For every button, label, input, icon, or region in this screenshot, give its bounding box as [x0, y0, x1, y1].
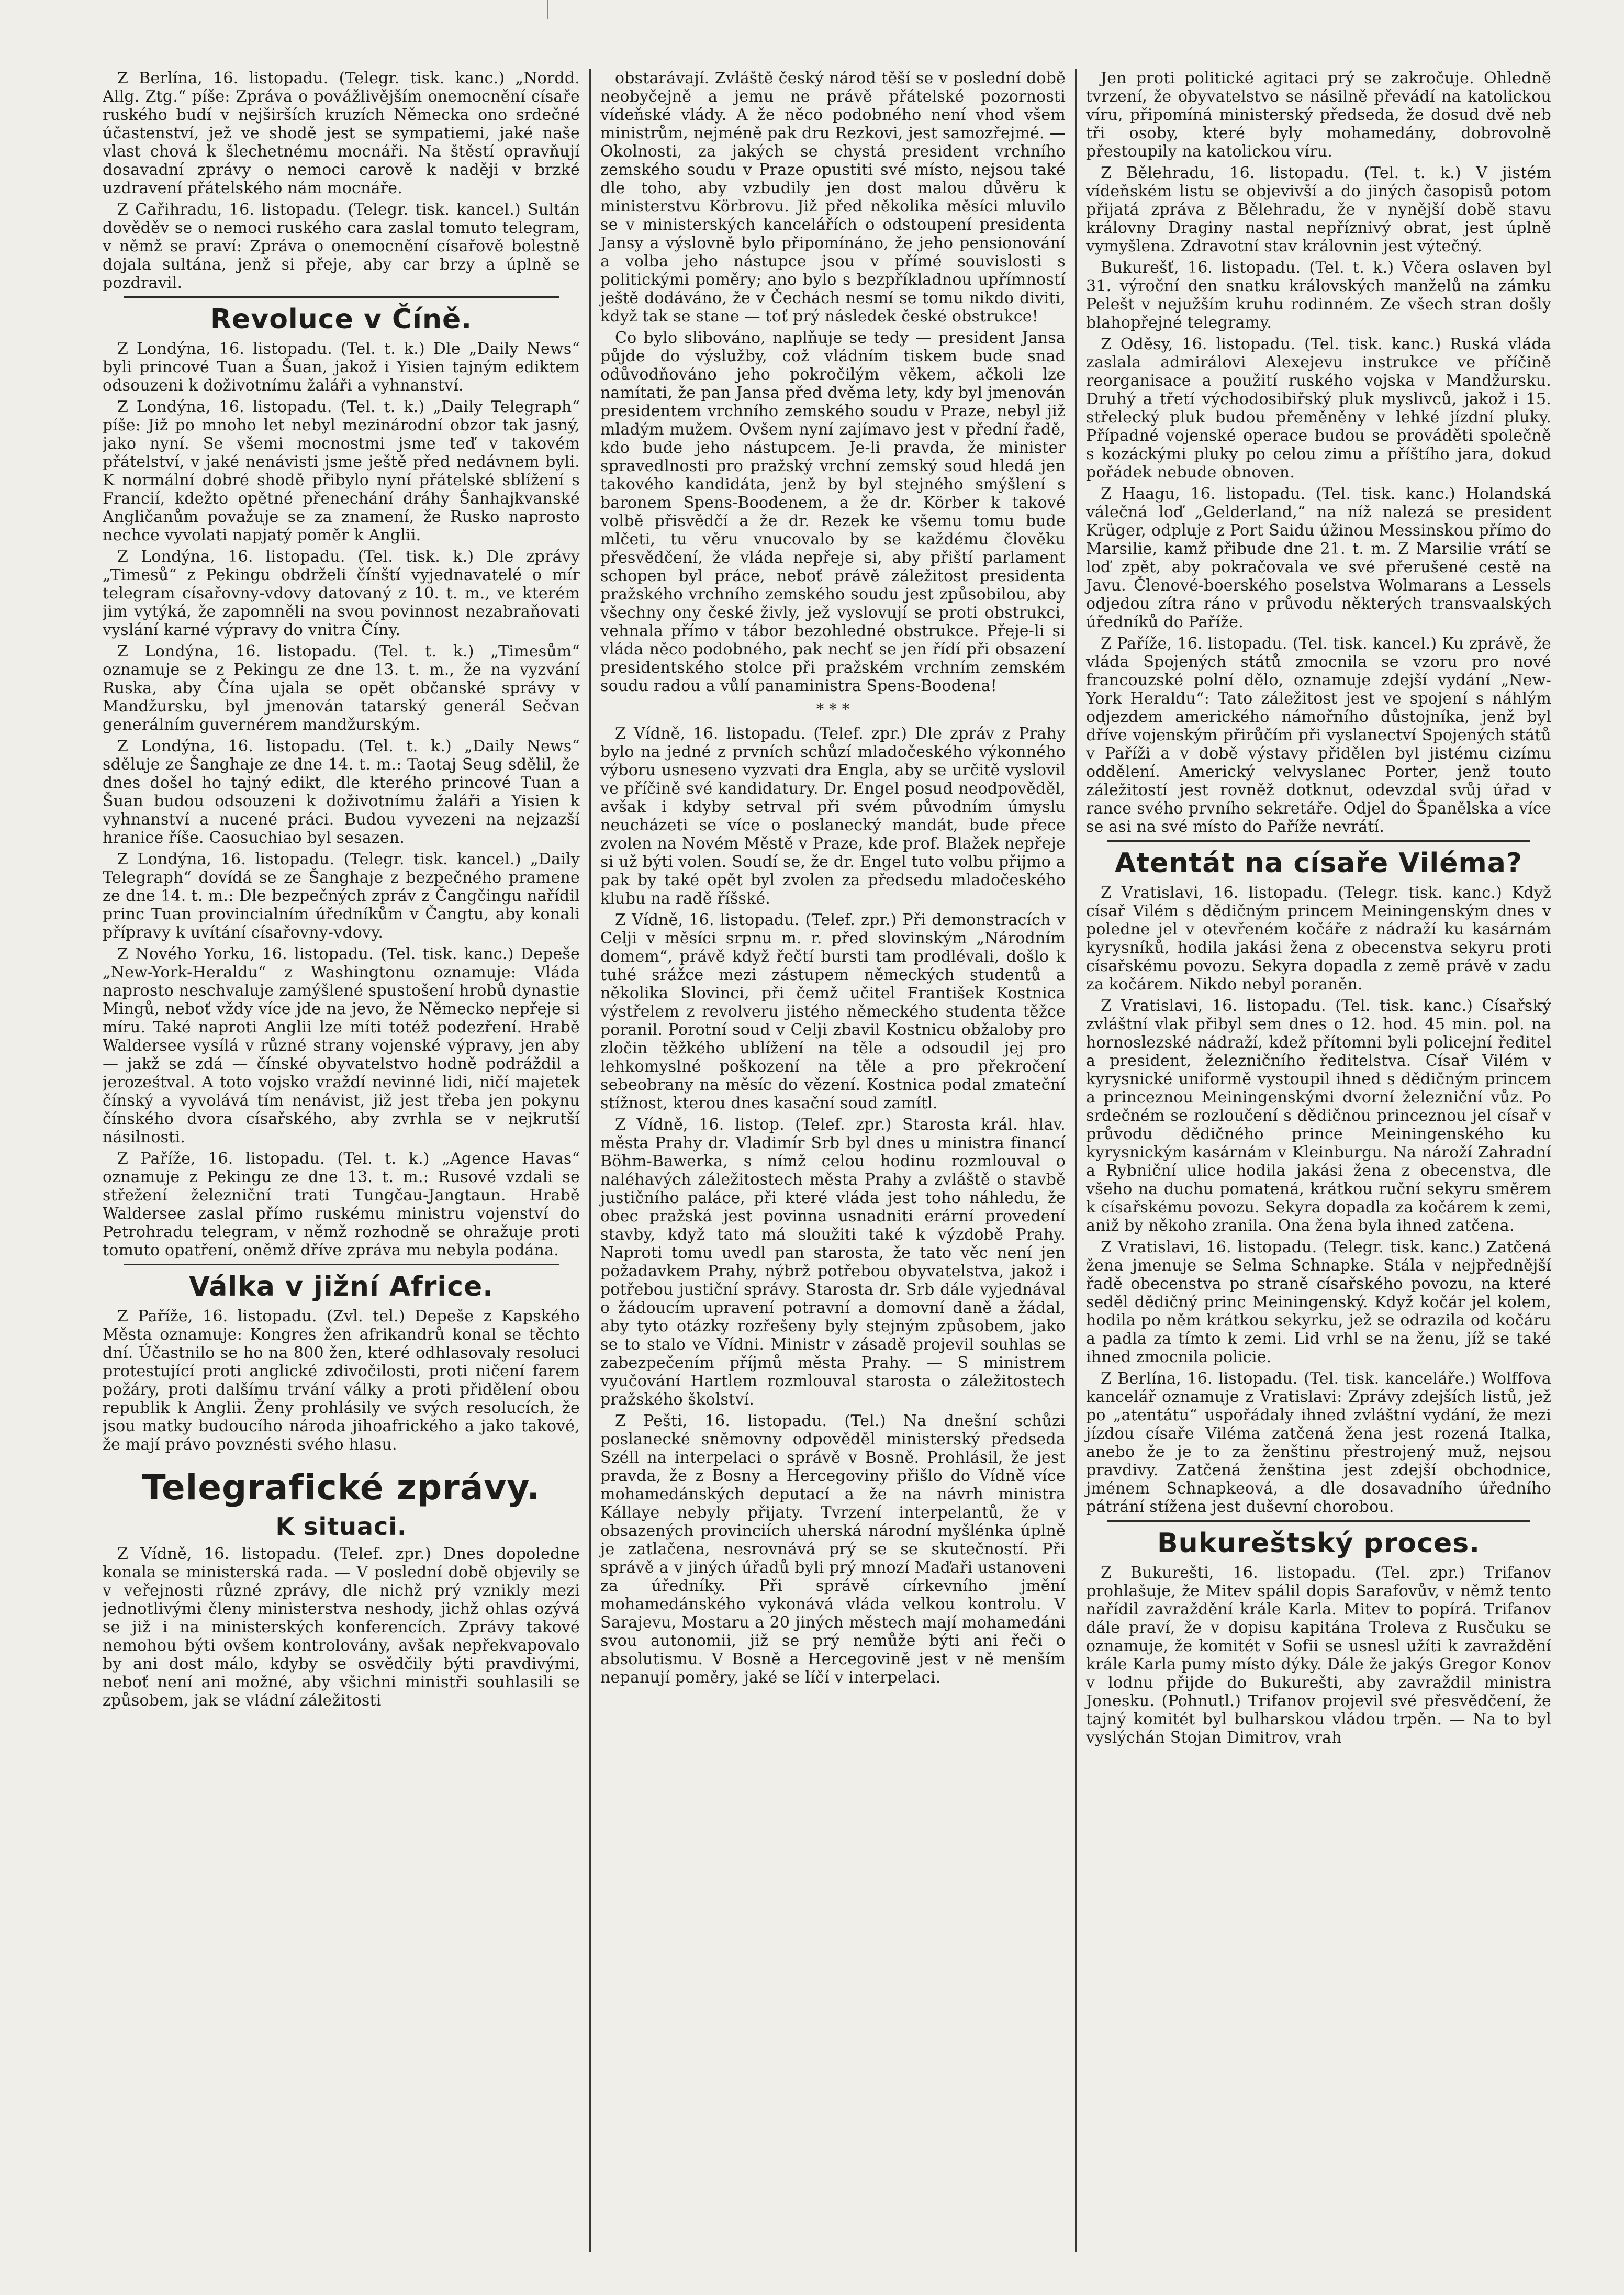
section-rule [124, 296, 559, 298]
column-middle [589, 69, 1075, 2252]
section-heading: Revoluce v Číně. [210, 304, 472, 335]
article-paragraph: Z Bělehradu, 16. listopadu. (Tel. t. k.) V jistém vídeňském listu se objevivší a do jiných časopisů potom přijatá zpráva z Bělehradu, že v nynější době stavu královny Draginy nastal nepříznivý obrat, jest úplně vymyšlena. Zdravotní stav královnin jest výtečný. [1086, 164, 1551, 255]
article-paragraph: Z Vratislavi, 16. listopadu. (Telegr. tisk. kanc.) Když císař Vilém s dědičným princem Meiningenským dnes v poledne jel v otevřeném kočáře z nádraží ku kasárnám kyrysníků, hodila jakási žena z obecenstva sekyru proti císařskému povozu. Sekyra dopadla z země právě v zadu za kočárem. Nikdo nebyl poraněn. [1086, 884, 1551, 994]
article-divider: * * * [816, 700, 850, 719]
article-paragraph: Z Vídně, 16. listopadu. (Telef. zpr.) Dnes dopoledne konala se ministerská rada. — V poslední době objevily se v veřejnosti různé zprávy, dle nichž prý vznikly mezi jednotlivými členy ministerstva neshody, jichž ohlas ozývá se již i na ministerských konferencích. Zprávy takové nemohou býti ovšem kontrolovány, avšak nepřekvapovalo by ani dost málo, kdyby se osvědčily býti pravdivými, neboť není ani možné, aby všichni ministři souhlasili se způsobem, jak se vládní záležitosti [103, 1545, 580, 1710]
subsection-heading: K situaci. [275, 1512, 407, 1541]
article-paragraph: Z Londýna, 16. listopadu. (Tel. tisk. k.) Dle zprávy „Timesů“ z Pekingu obdrželi čínští vyjednavatelé o mír telegram císařovny-vdovy datovaný z 10. t. m., ve kterém jim vytýká, že zapomněli na svou povinnost nezabraňovati vyslání karné výpravy do vnitra Číny. [103, 548, 580, 639]
article-paragraph: Z Vratislavi, 16. listopadu. (Tel. tisk. kanc.) Císařský zvláštní vlak přibyl sem dnes o 12. hod. 45 min. pol. na hornoslezské nádraží, kdež přítomni byli policejní ředitel a president, železničního ředitelstva. Císař Vilém v kyrysnické uniformě vystoupil ihned s dědičným princem a princeznou Meiningenskými dvorní železniční vůz. Po srdečném se rozloučení s dědičnou princeznou jel císař v průvodu dědičného prince Meiningenského ku kyrysnickým kasárnám v Kleinburgu. Na nároží Zahradní a Rybniční ulice hodila jakási žena z obecenstva, dle všeho na duchu pomatená, krátkou ruční sekyru směrem k císařskému povozu. Sekyra dopadla za kočárem k zemi, aniž by někoho zranila. Ona žena byla ihned zatčena. [1086, 997, 1551, 1235]
section-rule [1107, 840, 1530, 842]
article-paragraph: Z Paříže, 16. listopadu. (Tel. t. k.) „Agence Havas“ oznamuje z Pekingu ze dne 13. t. m.: Rusové vzdali se střežení železniční trati Tungčau-Jangtaun. Hrabě Waldersee zaslal přímo ruskému ministru vojenství do Petrohradu telegram, v němž rozhodně se ohražuje proti tomuto opatření, oněmž dříve zpráva mu nebyla podána. [103, 1150, 580, 1260]
article-paragraph: Z Oděsy, 16. listopadu. (Tel. tisk. kanc.) Ruská vláda zaslala admirálovi Alexejevu instrukce ve příčině reorganisace a použití ruského vojska v Mandžursku. Druhý a třetí východosibiřský pluk myslivců, jakož i 15. střelecký pluk budou přeměněny v lehké jízdní pluky. Případné vojenské operace budou se prováděti společně s kozáckými pluky po celou zimu a příštího jara, dokud pořádek nebude obnoven. [1086, 335, 1551, 482]
article-paragraph: Z Londýna, 16. listopadu. (Tel. t. k.) „Daily Telegraph“ píše: Již po mnoho let nebyl mezinárodní obzor tak jasný, jako nyní. Se všemi mocnostmi jsme teď v takovém přátelství, v jaké nenávisti jsme ještě před nedávnem byli. K normální dobré shodě přibylo nyní přátelské sblížení s Francií, kdežto opětné přenechání dráhy Šanhajkvanské Angličanům považuje se za znamení, že Rusko naprosto nechce vyvolati napjatý poměr k Anglii. [103, 398, 580, 544]
article-paragraph: Z Bukurešti, 16. listopadu. (Tel. zpr.) Trifanov prohlašuje, že Mitev spálil dopis Sarafovův, v němž tento nařídil zavraždění krále Karla. Mitev to popírá. Trifanov dále praví, že v dopisu kapitána Troleva z Rusčuku se oznamuje, že komitét v Sofii se usnesl užíti k zavraždění krále Karla pumy místo dýky. Dále že jakýs Gregor Konov v lodnu přijde do Bukurešti, aby zavraždil ministra Jonesku. (Pohnutl.) Trifanov projevil své přesvědčení, že tajný komitét byl bulharskou vládou trpěn. — Na to byl vyslýchán Stojan Dimitrov, vrah [1086, 1564, 1551, 1747]
article-paragraph: Z Londýna, 16. listopadu. (Tel. t. k.) Dle „Daily News“ byli princové Tuan a Šuan, jakož i Yisien tajným ediktem odsouzeni k doživotnímu žaláři a vyhnanství. [103, 340, 580, 395]
article-paragraph: obstarávají. Zvláště český národ těší se v poslední době neobyčejně a jemu ne právě přátelské pozornosti vídeňské vlády. A že něco podobného není vhod všem ministrům, nejméně pak dru Rezkovi, jest samozřejmé. — Okolnosti, za jakých se chystá president vrchního zemského soudu v Praze opustiti své místo, nejsou také dle toho, aby vzbudily jen dost malou důvěru k ministerstvu Körbrovu. Již před několika měsíci mluvilo se v ministerských kancelářích o odstoupení presidenta Jansy a výslovně bylo připomínáno, že jeho pensionování a volba jeho nástupce jsou v přímé souvislosti s politickými poměry; ano bylo s bezpříkladnou upřímností ještě dodáváno, že v Čechách nesmí se tomu nikdo diviti, když tak se stane — toť prý následek české obstrukce! [600, 69, 1066, 326]
section-rule [124, 1264, 559, 1265]
article-paragraph: Z Paříže, 16. listopadu. (Tel. tisk. kancel.) Ku zprávě, že vláda Spojených států zmocnila se vzoru pro nové francouzské polní dělo, oznamuje zdejší vydání „New-York Heraldu“: Tato záležitost jest ve spojení s náhlým odjezdem amerického námořního důstojníka, jenž byl dříve vojenským přirůčím při vyslanectví Spojených států v Paříži a v době výstavy přidělen byl jistému cizímu oddělení. Americký velvyslanec Porter, jenž touto záležitostí jest rovněž dotknut, odevzdal svůj úřad v rance svého prvního sekretáře. Odjel do Španělska a více se asi na své místo do Paříže nevrátí. [1086, 634, 1551, 836]
article-paragraph: Z Nového Yorku, 16. listopadu. (Tel. tisk. kanc.) Depeše „New-York-Heraldu“ z Washingtonu oznamuje: Vláda naprosto neschvaluje zamýšlené spustošení hrobů dynastie Mingů, neboť vždy více jde na jevo, že Německo nepřeje si míru. Také naproti Anglii lze míti totéž podezření. Hrabě Waldersee vysílá v různé strany vojenské výpravy, jen aby — jakž se zdá — čínské obyvatelstvo hodně podráždil a jeroześtval. A toto vojsko vraždí nevinné lidi, ničí majetek čínský a vyvolává tím nenávist, již jest třeba jen pokynu čínského dvora císařského, aby zvrhla se v nejkrutší násilnosti. [103, 945, 580, 1146]
article-paragraph: Bukurešť, 16. listopadu. (Tel. t. k.) Včera oslaven byl 31. výroční den snatku královských manželů na zámku Pelešt v nejužším kruhu rodinném. Ze všech stran došly blahopřejné telegramy. [1086, 259, 1551, 332]
article-paragraph: Z Haagu, 16. listopadu. (Tel. tisk. kanc.) Holandská válečná loď „Gelderland,“ na níž nalezá se president Krüger, odpluje z Port Saidu úžinou Messinskou přímo do Marsilie, kamž přibude dne 21. t. m. Z Marsilie vrátí se loď zpět, aby pokračovala ve své přerušené cestě na Javu. Členové-boerského poselstva Wolmarans a Lessels odjedou zítra ráno v průvodu některých transvaalských úředníků do Paříže. [1086, 485, 1551, 631]
article-paragraph: Jen proti politické agitaci prý se zakročuje. Ohledně tvrzení, že obyvatelstvo se násilně převádí na katolickou víru, připomíná ministerský předseda, že dosud dvě neb tři osoby, které byly mohamedány, dobrovolně přestoupily na katolickou víru. [1086, 69, 1551, 161]
main-section-heading: Telegrafické zprávy. [142, 1467, 541, 1508]
article-paragraph: Z Cařihradu, 16. listopadu. (Telegr. tisk. kancel.) Sultán dověděv se o nemoci ruského cara zaslal tomuto telegram, v němž se praví: Zpráva o onemocnění císařově bolestně dojala sultána, jenž si přeje, aby car brzy a úplně se pozdravil. [103, 200, 580, 292]
article-paragraph: Z Londýna, 16. listopadu. (Tel. t. k.) „Timesům“ oznamuje se z Pekingu ze dne 13. t. m., že na vyzvání Ruska, aby Čína ujala se opět občanské správy v Mandžursku, byl jmenován tatarský generál Sečvan generálním guvernérem mandžurským. [103, 642, 580, 734]
column-left [103, 69, 589, 2252]
section-heading: Bukureštský proces. [1157, 1528, 1480, 1559]
section-heading: Atentát na císaře Viléma? [1115, 848, 1522, 879]
article-paragraph: Z Vídně, 16. listopadu. (Telef. zpr.) Dle zpráv z Prahy bylo na jedné z prvních schůzí mladočeského výkonného výboru usneseno vyzvati dra Engla, aby se určitě vyslovil ve příčině své kandidatury. Dr. Engel posud neodpověděl, avšak i kdyby setrval při svém původním úmyslu neucházeti se více o poslanecký mandát, bude přece zvolen na Novém Městě v Praze, kde prof. Blažek nepřeje si už býti volen. Soudí se, že dr. Engel tuto volbu přijmo a pak by také opět byl zvolen za předsedu mladočeského klubu na radě říšské. [600, 725, 1066, 908]
article-paragraph: Z Paříže, 16. listopadu. (Zvl. tel.) Depeše z Kapského Města oznamuje: Kongres žen afrikandrů konal se těchto dní. Účastnilo se ho na 800 žen, které odhlasovaly resoluci protestující proti anglické zdivočilosti, proti ničení farem požáry, proti dalšímu trvání války a proti přidělení obou republik k Anglii. Ženy prohlásily ve svých resolucích, že jsou matky budoucího národa jihoafrického a jako takové, že mají právo povznésti svého hlasu. [103, 1307, 580, 1454]
article-paragraph: Z Vratislavi, 16. listopadu. (Telegr. tisk. kanc.) Zatčená žena jmenuje se Selma Schnapke. Stála v nejpřednější řadě obecenstva po straně císařského povozu, na které seděl dědičný princ Meiningenský. Když kočár jel kolem, hodila po něm krátkou sekyrku, jež se odrazila od kočáru a padla za tímto k zemi. Lid vrhl se na ženu, jíž se také ihned zmocnila policie. [1086, 1238, 1551, 1366]
section-rule [1107, 1520, 1530, 1522]
section-heading: Válka v jižní Africe. [188, 1271, 494, 1302]
column-layout [103, 69, 1605, 2252]
article-paragraph: Co bylo slibováno, naplňuje se tedy — president Jansa půjde do výslužby, což vládním tiskem bude snad odůvodňováno jeho pokročilým věkem, ačkoli lze namítati, že pan Jansa před dvěma lety, kdy byl jmenován presidentem vrchního zemského soudu v Praze, nebyl již mladým mužem. Ovšem nyní zajímavo jest v přední řadě, kdo bude jeho nástupcem. Je-li pravda, že minister spravedlnosti pro pražský vrchní zemský soud hledá jen takového kandidáta, jenž by byl stejného smýšlení s baronem Spens-Boodenem, a že dr. Körber k takové volbě přisvědčí a že dr. Rezek ke všemu tomu bude mlčeti, tu věru vnucovalo by se každému člověku přesvědčení, že vláda nepřeje si, aby přiští parlament schopen byl práce, neboť právě záležitost presidenta pražského vrchního zemského soudu jest způsobilou, aby všechny ony české živly, jež vyslovují se proti obstrukci, vehnala přímo v tábor bezohledné obstrukce. Přeje-li si vláda něco podobného, pak nechť se jen řídí při obsazení presidentského stolce při pražském vrchním zemském soudu radou a vůlí panaministra Spens-Boodena! [600, 329, 1066, 695]
article-paragraph: Z Pešti, 16. listopadu. (Tel.) Na dnešní schůzi poslanecké sněmovny odpověděl ministerský předseda Széll na interpelaci o správě v Bosně. Prohlásil, že jest pravda, že z Bosny a Hercegoviny přišlo do Vídně více mohamedánských deputací a že na návrh ministra Kállaye nebyly přijaty. Tvrzení interpelantů, že v obsazených provinciích uherská národní myšlénka úplně je zatlačena, nesrovnává prý se se skutečností. Při správě a v jiných úřadů byli prý mnozí Maďaři ustanoveni za úředníky. Při správě církevního jmění mohamedánského vykonává vláda velkou kontrolu. V Sarajevu, Mostaru a 20 jiných městech mají mohamedáni svou autonomii, již se prý nemůže býti ani řeči o absolutismu. V Bosně a Hercegovině jest v ně menším nepanují poměry, jaké se líčí v interpelaci. [600, 1412, 1066, 1687]
article-paragraph: Z Berlína, 16. listopadu. (Tel. tisk. kanceláře.) Wolffova kancelář oznamuje z Vratislavi: Zprávy zdejších listů, jež po „atentátu“ uspořádaly ihned zvláštní vydání, že mezi jízdou císaře Viléma zatčená žena jest rozená Italka, anebo že je to za ženštinu přestrojený muž, nejsou pravdivy. Zatčená ženština jest zdejší obchodnice, jménem Schnapkeová, a dle dosavadního úředního pátrání stížena jest duševní chorobou. [1086, 1369, 1551, 1516]
article-paragraph: Z Londýna, 16. listopadu. (Tel. t. k.) „Daily News“ sděluje ze Šanghaje ze dne 14. t. m.: Taotaj Seug sdělil, že dnes došel ho tajný edikt, dle kterého princové Tuan a Šuan budou odsouzeni k doživotnímu žaláři a Yisien k vyhnanství a nucené práci. Budou vyvezeni na nejzazší hranice říše. Caosuchiao byl sesazen. [103, 737, 580, 847]
column-right [1075, 69, 1561, 2252]
article-paragraph: Z Londýna, 16. listopadu. (Telegr. tisk. kancel.) „Daily Telegraph“ dovídá se ze Šanghaje z bezpečného pramene ze dne 14. t. m.: Dle bezpečných zpráv z Čangčingu nařídil princ Tuan provincialním úředníkům v Čangtu, aby konali přípravy k uvítání císařovny-vdovy. [103, 850, 580, 942]
article-paragraph: Z Vídně, 16. listopadu. (Telef. zpr.) Při demonstracích v Celji v měsíci srpnu m. r. před slovinským „Národním domem“, právě když řečtí bursti tam prodlévali, došlo k tuhé srážce mezi zástupem německých studentů a několika Slovinci, při čemž učitel František Kostnica výstřelem z revolveru jistého německého studenta těžce poranil. Porotní soud v Celji zbavil Kostnicu obžaloby pro zločin těžkého ublížení na těle a odsoudil jej pro lehkomyslné poškození na těle a pro překročení sebeobrany na měsíc do vězení. Kostnica podal zmateční stížnost, kterou dnes kasační soud zamítl. [600, 911, 1066, 1112]
article-paragraph: Z Berlína, 16. listopadu. (Telegr. tisk. kanc.) „Nordd. Allg. Ztg.“ píše: Zpráva o povážlivějším onemocnění císaře ruského budí v nejširších kruzích Německa ono srdečné účastenství, jež ve shodě jest se sympatiemi, jaké naše vlast chová k šlechetnému mocnáři. Na štěstí opravňují dosavadní zprávy o nemoci carově k naději v brzké uzdravení přátelského nám mocnáře. [103, 69, 580, 197]
page-fold-mark [547, 0, 548, 19]
article-paragraph: Z Vídně, 16. listop. (Telef. zpr.) Starosta král. hlav. města Prahy dr. Vladimír Srb byl dnes u ministra financí Böhm-Bawerka, s nímž celou hodinu rozmlouval o naléhavých záležitostech města Prahy a zvláště o stavbě justičního paláce, při které vláda jest toho náhledu, že obec pražská jest povinna usnadniti erární provedení stavby, když tato má sloužiti také k výzdobě Prahy. Naproti tomu uvedl pan starosta, že tato věc není jen požadavkem Prahy, nýbrž potřebou obyvatelstva, jakož i potřebou justiční správy. Starosta dr. Srb dále vyjednával o žádoucím upravení potravní a domovní daně a žádal, aby tyto otázky rozřešeny byly stejným způsobem, jako se to stalo ve Vídni. Ministr v zásadě projevil souhlas se zabezpečením příjmů města Prahy. — S ministrem vyučování Hartlem rozmlouval starosta o záležitostech pražského školství. [600, 1116, 1066, 1409]
